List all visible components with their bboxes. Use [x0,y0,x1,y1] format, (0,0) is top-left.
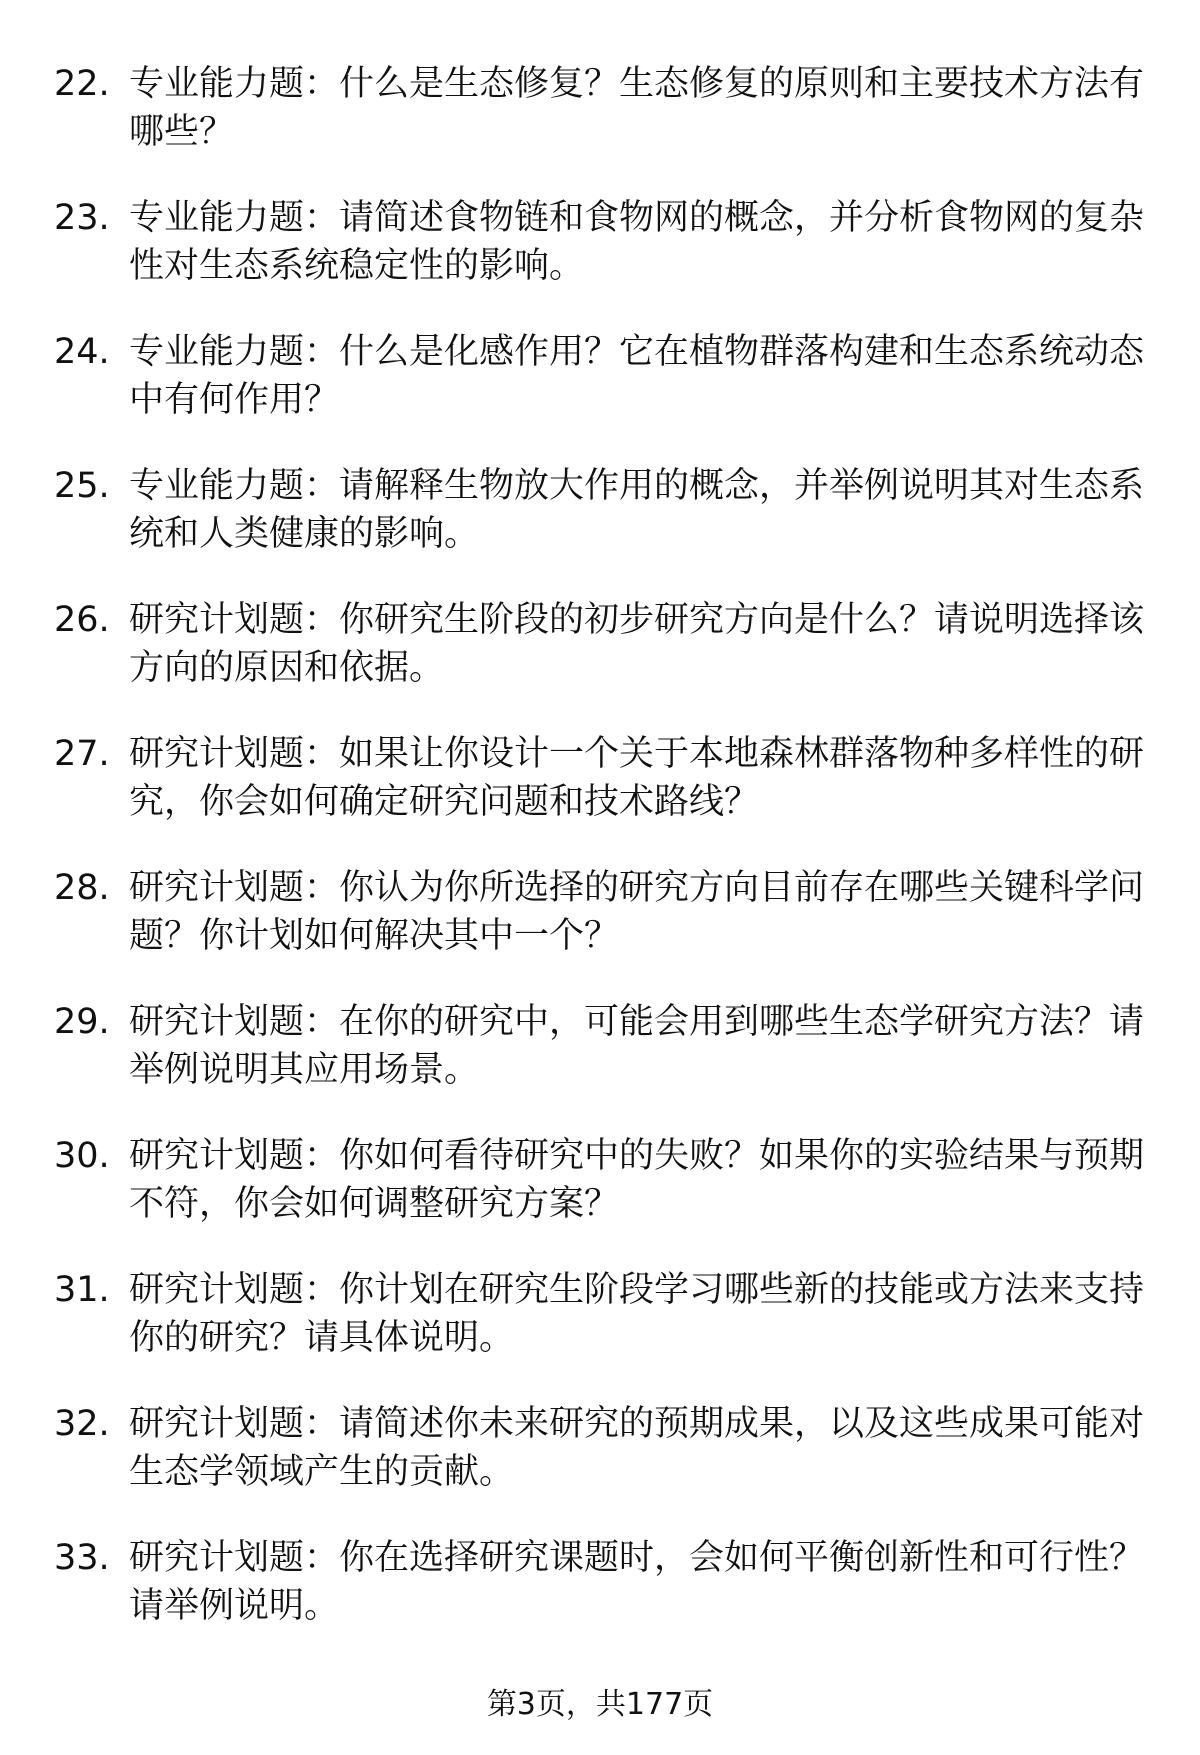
page-footer [0,1685,1200,1725]
question-item [54,998,1144,1132]
question-text: 专业能力题：请简述食物链和食物网的概念，并分析食物网的复杂性对生态系统稳定性的影响。 [129,198,1145,286]
question-number: 29. [54,1002,110,1042]
question-number: 28. [54,868,110,908]
question-text: 研究计划题：你在选择研究课题时，会如何平衡创新性和可行性？请举例说明。 [129,1538,1145,1626]
question-item [54,60,1144,194]
question-number: 33. [54,1538,110,1578]
question-number: 22. [54,64,110,104]
question-item [54,462,1144,596]
question-item [54,1534,1144,1668]
question-item [54,328,1144,462]
question-text: 研究计划题：请简述你未来研究的预期成果，以及这些成果可能对生态学领域产生的贡献。 [129,1404,1145,1492]
question-text: 研究计划题：你计划在研究生阶段学习哪些新的技能或方法来支持你的研究？请具体说明。 [129,1270,1145,1358]
question-text: 研究计划题：在你的研究中，可能会用到哪些生态学研究方法？请举例说明其应用场景。 [129,1002,1145,1090]
question-text: 研究计划题：如果让你设计一个关于本地森林群落物种多样性的研究，你会如何确定研究问题和技术路线？ [129,734,1145,822]
question-item [54,1400,1144,1534]
question-number: 27. [54,734,110,774]
question-number: 25. [54,466,110,506]
question-text: 研究计划题：你认为你所选择的研究方向目前存在哪些关键科学问题？你计划如何解决其中一个？ [129,868,1145,956]
question-number: 31. [54,1270,110,1310]
page-number-label: 第3页，共177页 [486,1687,714,1722]
question-list [54,60,1144,1668]
question-text: 研究计划题：你研究生阶段的初步研究方向是什么？请说明选择该方向的原因和依据。 [129,600,1145,688]
question-item [54,864,1144,998]
question-text: 研究计划题：你如何看待研究中的失败？如果你的实验结果与预期不符，你会如何调整研究方案？ [129,1136,1145,1224]
question-item [54,730,1144,864]
question-item [54,1132,1144,1266]
question-number: 30. [54,1136,110,1176]
question-text: 专业能力题：什么是化感作用？它在植物群落构建和生态系统动态中有何作用？ [129,332,1145,420]
question-number: 23. [54,198,110,238]
question-text: 专业能力题：什么是生态修复？生态修复的原则和主要技术方法有哪些？ [129,64,1145,152]
question-item [54,1266,1144,1400]
question-number: 26. [54,600,110,640]
question-number: 32. [54,1404,110,1444]
question-number: 24. [54,332,110,372]
question-item [54,596,1144,730]
question-text: 专业能力题：请解释生物放大作用的概念，并举例说明其对生态系统和人类健康的影响。 [129,466,1145,554]
question-item [54,194,1144,328]
